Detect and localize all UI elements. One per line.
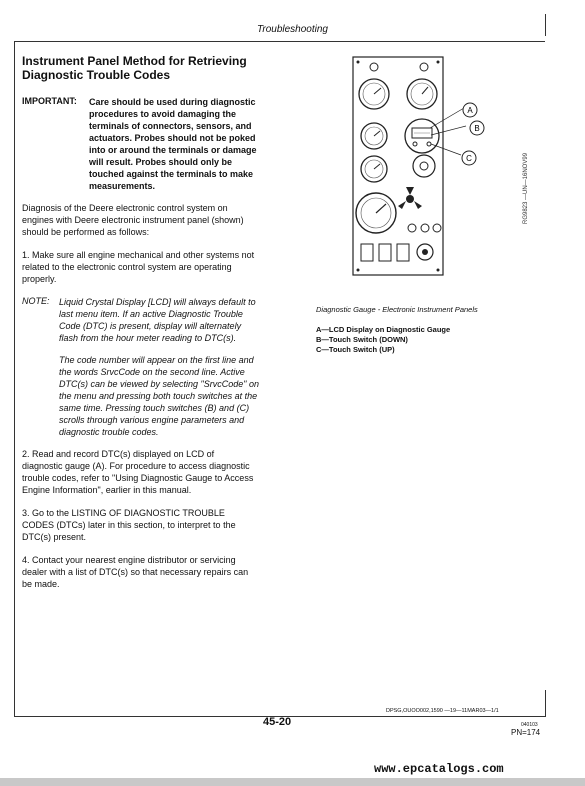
important-label: IMPORTANT: bbox=[22, 96, 77, 106]
pn-number: PN=174 bbox=[511, 728, 541, 737]
left-rule bbox=[14, 41, 15, 717]
note-line: Liquid Crystal Display [LCD] will always default to bbox=[59, 297, 256, 307]
step-3-line: DTC(s) present. bbox=[22, 532, 87, 542]
step-1 bbox=[22, 249, 292, 285]
important-line: actuators. Probes should not be poked bbox=[89, 133, 256, 143]
note-line: The code number will appear on the first line and bbox=[59, 355, 254, 365]
important-line: procedures to avoid damaging the bbox=[89, 109, 237, 119]
step-1-line: related to the electronic control system are operating bbox=[22, 262, 232, 272]
important-line: terminals of connectors, sensors, and bbox=[89, 121, 252, 131]
note-line: last menu item. If an active Diagnostic Trouble bbox=[59, 309, 243, 319]
step-4-line: be made. bbox=[22, 579, 60, 589]
key-switch-center bbox=[422, 249, 428, 255]
bottom-rule-vertical bbox=[545, 690, 546, 717]
step-2-line: trouble codes, refer to "Using Diagnostic Gauge to Access bbox=[22, 473, 254, 483]
step-1-line: properly. bbox=[22, 274, 57, 284]
note-line: Code (DTC) is present, display will alternately bbox=[59, 321, 242, 331]
important-text bbox=[89, 96, 294, 192]
step-4-line: dealer with a list of DTC(s) so that necessary repairs can bbox=[22, 567, 249, 577]
step-2-line: 2. Read and record DTC(s) displayed on LCD of bbox=[22, 449, 215, 459]
top-rule bbox=[14, 41, 545, 42]
step-2-line: Engine Information", earlier in this manual. bbox=[22, 485, 192, 495]
note-line: same time. Pressing touch switches (B) and (C) bbox=[59, 403, 250, 413]
panel-outline bbox=[353, 57, 443, 275]
important-line: will result. Probes should only be bbox=[89, 157, 233, 167]
date-code: 040103 bbox=[521, 722, 538, 728]
callout-b-label: B bbox=[474, 124, 480, 133]
watermark-text: www.epcatalogs.com bbox=[374, 762, 504, 776]
important-line: into or around the terminals or damage bbox=[89, 145, 257, 155]
page-header-title: Troubleshooting bbox=[257, 24, 328, 35]
instrument-panel-illustration bbox=[352, 56, 480, 276]
intro-line: should be performed as follows: bbox=[22, 227, 150, 237]
intro-line: Diagnosis of the Deere electronic control system on bbox=[22, 203, 228, 213]
gauge-lower-left bbox=[361, 156, 387, 182]
important-line: measurements. bbox=[89, 181, 156, 191]
note-line: scrolls through various engine parameters and bbox=[59, 415, 245, 425]
step-4 bbox=[22, 554, 292, 590]
intro-paragraph bbox=[22, 202, 292, 238]
note-line: the words SrvcCode on the second line. Active bbox=[59, 367, 245, 377]
legend-item-a: A—LCD Display on Diagnostic Gauge bbox=[316, 325, 451, 334]
note-text bbox=[59, 296, 284, 344]
note-text-continued bbox=[59, 354, 284, 438]
callout-c-label: C bbox=[466, 154, 472, 163]
panel-screw bbox=[357, 269, 360, 272]
legend-item-b: B—Touch Switch (DOWN) bbox=[316, 335, 408, 344]
bottom-band bbox=[0, 778, 585, 786]
note-line: the menu and pressing both touch switches at the bbox=[59, 391, 258, 401]
panel-screw bbox=[437, 269, 440, 272]
callout-a-label: A bbox=[467, 106, 473, 115]
section-title-line: Instrument Panel Method for Retrieving bbox=[22, 54, 247, 68]
note-line: DTC(s) can be viewed by selecting "SrvcCode" on bbox=[59, 379, 259, 389]
section-title bbox=[22, 54, 292, 82]
panel-screw bbox=[357, 61, 360, 64]
step-4-line: 4. Contact your nearest engine distributor or servicing bbox=[22, 555, 236, 565]
figure-side-code: RG9823 —UN—16NOV99 bbox=[523, 152, 529, 224]
note-line: diagnostic trouble codes. bbox=[59, 427, 159, 437]
panel-screw bbox=[437, 61, 440, 64]
step-3 bbox=[22, 507, 292, 543]
legend-item-c: C—Touch Switch (UP) bbox=[316, 345, 395, 354]
note-label: NOTE: bbox=[22, 296, 50, 306]
step-2-line: diagnostic gauge (A). For procedure to access diagnostic bbox=[22, 461, 250, 471]
step-3-line: 3. Go to the LISTING OF DIAGNOSTIC TROUBLE bbox=[22, 508, 225, 518]
page-number: 45-20 bbox=[263, 716, 292, 728]
document-reference: DPSG,OUOO002,1590 —19—11MAR03—1/1 bbox=[386, 708, 499, 714]
important-line: Care should be used during diagnostic bbox=[89, 97, 256, 107]
gauge-mid-left bbox=[361, 123, 387, 149]
figure-caption: Diagnostic Gauge - Electronic Instrument Panels bbox=[316, 305, 478, 314]
intro-line: engines with Deere electronic instrument panel (shown) bbox=[22, 215, 244, 225]
header-rule-vertical bbox=[545, 14, 546, 36]
important-line: touched against the terminals to make bbox=[89, 169, 254, 179]
section-title-line: Diagnostic Trouble Codes bbox=[22, 68, 171, 82]
note-line: flash from the hour meter reading to DTC(s). bbox=[59, 333, 237, 343]
step-2 bbox=[22, 448, 292, 496]
step-1-line: 1. Make sure all engine mechanical and other systems not bbox=[22, 250, 255, 260]
step-3-line: CODES (DTCs) later in this section, to interpret to the bbox=[22, 520, 236, 530]
